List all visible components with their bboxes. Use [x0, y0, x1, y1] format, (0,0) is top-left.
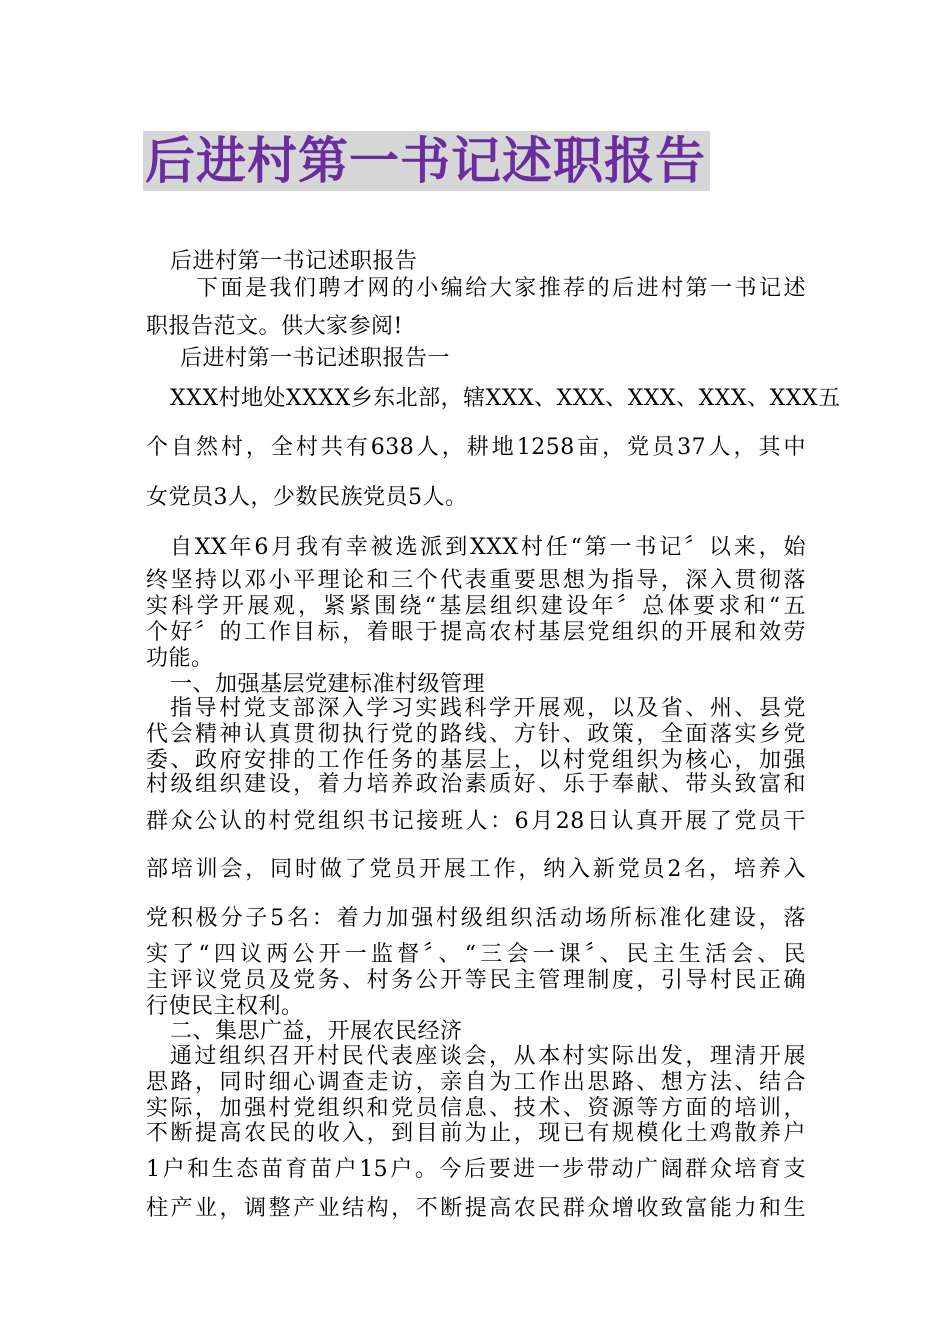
text-line: 后进村第一书记述职报告 — [170, 249, 418, 274]
text-line: 群众公认的村党组织书记接班人：6月28日认真开展了党员干 — [146, 809, 806, 834]
text-line: 实了“四议两公开一监督〞、“三会一课〞、民主生活会、民 — [146, 942, 806, 967]
text-line: 行使民主权利。 — [146, 994, 304, 1019]
text-line: 职报告范文。供大家参阅! — [146, 314, 403, 339]
section-heading: 二、集思广益，开展农民经济 — [170, 1019, 463, 1044]
text-line: 不断提高农民的收入，到目前为止，现已有规模化土鸡散养户 — [146, 1121, 806, 1146]
text-line: 个自然村，全村共有638人，耕地1258亩，党员37人，其中 — [146, 435, 806, 460]
document-title: 后进村第一书记述职报告 — [143, 131, 710, 191]
text-line: 后进村第一书记述职报告一 — [180, 346, 451, 371]
text-line: 功能。 — [146, 646, 214, 671]
text-line: 通过组织召开村民代表座谈会，从本村实际出发，理清开展 — [170, 1044, 806, 1069]
text-line: 柱产业，调整产业结构，不断提高农民群众增收致富能力和生 — [146, 1196, 806, 1221]
text-line: 党积极分子5名：着力加强村级组织活动场所标准化建设，落 — [146, 906, 806, 931]
text-line: 女党员3人，少数民族党员5人。 — [146, 485, 468, 510]
section-heading: 一、加强基层党建标准村级管理 — [170, 672, 486, 697]
text-line: 1户和生态苗育苗户15户。今后要进一步带动广阔群众培育支 — [146, 1157, 806, 1182]
text-line: 部培训会，同时做了党员开展工作，纳入新党员2名，培养入 — [146, 857, 806, 882]
text-line: 代会精神认真贯彻执行党的路线、方针、政策，全面落实乡党 — [146, 722, 806, 747]
text-line: 委、政府安排的工作任务的基层上，以村党组织为核心，加强 — [146, 748, 806, 773]
text-line: 下面是我们聘才网的小编给大家推荐的后进村第一书记述 — [196, 276, 806, 301]
text-line: 主评议党员及党务、村务公开等民主管理制度，引导村民正确 — [146, 968, 806, 993]
text-line: 指导村党支部深入学习实践科学开展观，以及省、州、县党 — [170, 696, 806, 721]
text-line: 村级组织建设，着力培养政治素质好、乐于奉献、带头致富和 — [146, 772, 806, 797]
text-line: 终坚持以邓小平理论和三个代表重要思想为指导，深入贯彻落 — [146, 568, 806, 593]
text-line: 个好〞的工作目标，着眼于提高农村基层党组织的开展和效劳 — [146, 620, 806, 645]
text-line: 实科学开展观，紧紧围绕“基层组织建设年〞总体要求和“五 — [146, 594, 806, 619]
text-line: 思路，同时细心调查走访，亲自为工作出思路、想方法、结合 — [146, 1070, 806, 1095]
text-line: 实际，加强村党组织和党员信息、技术、资源等方面的培训， — [146, 1096, 806, 1121]
text-line: XXX村地处XXXX乡东北部，辖XXX、XXX、XXX、XXX、XXX五 — [170, 386, 841, 411]
text-line: 自XX年6月我有幸被选派到XXX村任“第一书记〞以来，始 — [170, 535, 806, 560]
